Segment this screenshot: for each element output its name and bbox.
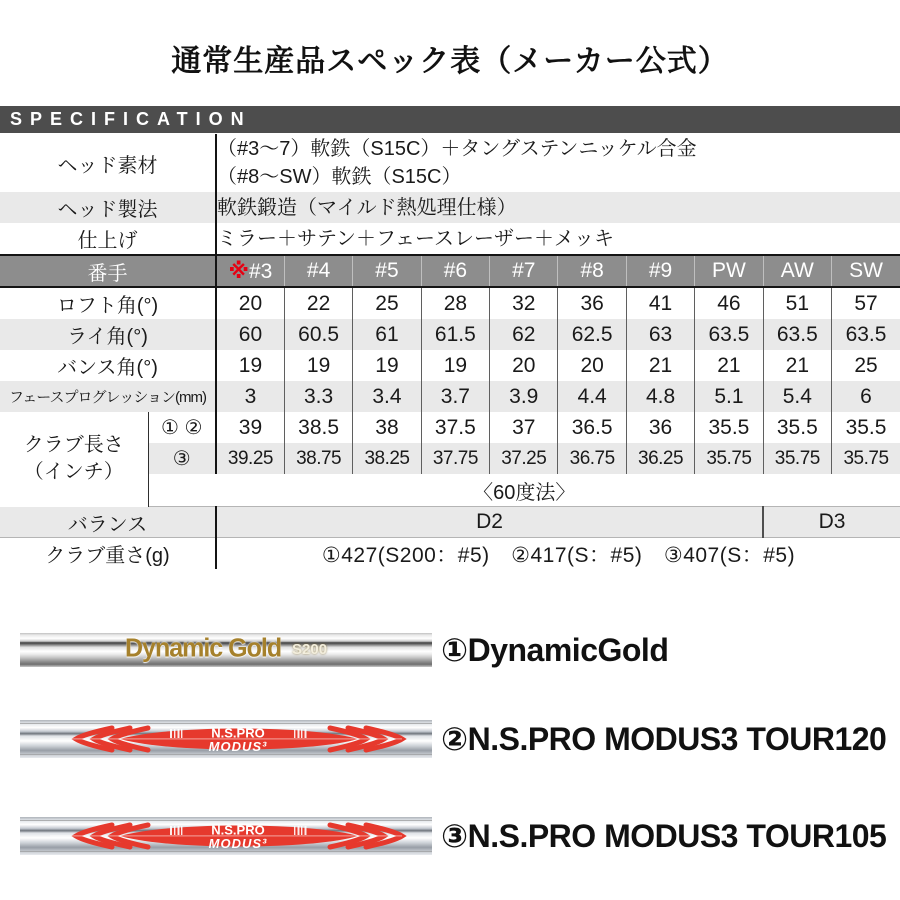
spec-row-value: （#3～7）軟鉄（S15C）＋タングステンニッケル合金 （#8～SW）軟鉄（S15C） xyxy=(217,138,697,188)
spec-cell: 60.5 xyxy=(284,319,352,350)
spec-cell: 21 xyxy=(695,350,763,381)
spec-cell: 20 xyxy=(558,350,626,381)
spec-row-label: バンス角(°) xyxy=(0,350,216,381)
club-number-cell: #6 xyxy=(421,255,489,287)
spec-row-label: フェースプログレッション(mm) xyxy=(0,381,216,412)
spec-cell: 63 xyxy=(626,319,694,350)
spec-row-label: 仕上げ xyxy=(0,223,216,255)
spec-row-value: 軟鉄鍛造（マイルド熱処理仕様） xyxy=(216,192,900,223)
club-number-cell: #4 xyxy=(284,255,352,287)
spec-cell: 35.75 xyxy=(695,443,763,474)
spec-cell: 3.9 xyxy=(490,381,558,412)
spec-cell: 62.5 xyxy=(558,319,626,350)
dynamic-gold-logo-text: Dynamic Gold xyxy=(125,633,282,663)
spec-table xyxy=(0,134,900,569)
spec-cell: 19 xyxy=(353,350,421,381)
spec-cell: 35.5 xyxy=(763,412,831,443)
spec-cell: 62 xyxy=(490,319,558,350)
spec-cell: 57 xyxy=(832,287,900,319)
club-number-cell: PW xyxy=(695,255,763,287)
spec-cell: 21 xyxy=(763,350,831,381)
spec-cell: 37.25 xyxy=(490,443,558,474)
spec-cell: 36.25 xyxy=(626,443,694,474)
spec-cell: 35.75 xyxy=(832,443,900,474)
spec-cell: 39 xyxy=(238,415,263,439)
spec-row-label: ライ角(°) xyxy=(0,319,216,350)
length-sub-label: ③ xyxy=(148,443,216,474)
spec-row-value: ミラー＋サテン＋フェースレーザー＋メッキ xyxy=(217,227,614,250)
spec-cell: 3.7 xyxy=(421,381,489,412)
modus-tour105-shaft-image xyxy=(20,817,432,855)
spec-cell: 32 xyxy=(490,287,558,319)
shaft-label-1: ①DynamicGold xyxy=(441,632,669,668)
spec-cell: 35.5 xyxy=(832,412,900,443)
shaft-row-modus-tour105 xyxy=(20,815,886,857)
spec-cell: 51 xyxy=(763,287,831,319)
spec-cell: 38.5 xyxy=(284,412,352,443)
spec-cell: 36.5 xyxy=(558,412,626,443)
club-number-cell: AW xyxy=(763,255,831,287)
club-number-cell: SW xyxy=(832,255,900,287)
balance-value: D3 xyxy=(763,507,900,538)
spec-cell: 35.5 xyxy=(695,412,763,443)
dynamic-gold-flex-text: S200 xyxy=(292,641,328,659)
spec-cell: 20 xyxy=(238,291,263,315)
modus-logo-nspro-text: N.S.PRO xyxy=(211,822,265,838)
shaft-label-3: ③N.S.PRO MODUS3 TOUR105 xyxy=(441,818,887,854)
length-sub-label: ① ② xyxy=(148,412,216,443)
spec-cell: 37.75 xyxy=(421,443,489,474)
spec-row-label: ヘッド素材 xyxy=(0,134,216,192)
spec-cell: 35.75 xyxy=(763,443,831,474)
spec-cell: 5.4 xyxy=(763,381,831,412)
modus-logo-nspro-text: N.S.PRO xyxy=(211,725,265,741)
club-number-cell: #7 xyxy=(490,255,558,287)
spec-cell: 61.5 xyxy=(421,319,489,350)
spec-row-label: ロフト角(°) xyxy=(0,287,216,319)
modus-logo-modus3-text: MODUS³ xyxy=(208,836,268,851)
spec-row-label: ヘッド製法 xyxy=(0,192,216,223)
modus-logo-modus3-text: MODUS³ xyxy=(208,739,268,754)
spec-cell: 61 xyxy=(353,319,421,350)
spec-cell: 41 xyxy=(626,287,694,319)
length-method-note: 〈60度法〉 xyxy=(148,474,900,507)
club-number-cell: ※#3 xyxy=(216,255,284,287)
spec-cell: 25 xyxy=(353,287,421,319)
modus-tour120-shaft-image xyxy=(20,720,432,758)
spec-cell: 19 xyxy=(284,350,352,381)
dynamic-gold-shaft-image xyxy=(20,633,432,667)
spec-cell: 28 xyxy=(421,287,489,319)
spec-cell: 36.75 xyxy=(558,443,626,474)
specification-section-bar: SPECIFICATION xyxy=(0,106,900,133)
spec-cell: 63.5 xyxy=(695,319,763,350)
spec-cell: 4.4 xyxy=(558,381,626,412)
club-number-cell: #5 xyxy=(353,255,421,287)
spec-cell: 21 xyxy=(626,350,694,381)
club-number-cell: #9 xyxy=(626,255,694,287)
club-number-cell: #8 xyxy=(558,255,626,287)
spec-cell: 19 xyxy=(238,353,263,377)
spec-cell: 36 xyxy=(626,412,694,443)
spec-cell: 46 xyxy=(695,287,763,319)
spec-table-body xyxy=(0,134,900,569)
spec-cell: 63.5 xyxy=(832,319,900,350)
spec-cell: 5.1 xyxy=(695,381,763,412)
spec-cell: 37.5 xyxy=(421,412,489,443)
asterisk-marker: ※ xyxy=(228,259,249,283)
spec-cell: 3 xyxy=(216,381,284,412)
spec-cell: 37 xyxy=(490,412,558,443)
spec-row-label: クラブ長さ （インチ） xyxy=(0,412,148,507)
spec-cell: 25 xyxy=(832,350,900,381)
spec-cell: 36 xyxy=(558,287,626,319)
spec-cell: 20 xyxy=(490,350,558,381)
spec-cell: 3.3 xyxy=(284,381,352,412)
balance-value: D2 xyxy=(216,507,763,538)
spec-cell: 38.25 xyxy=(353,443,421,474)
spec-cell: 38 xyxy=(353,412,421,443)
spec-row-label: バランス xyxy=(0,507,216,538)
page-title: 通常生産品スペック表（メーカー公式） xyxy=(171,45,729,78)
spec-cell: 22 xyxy=(284,287,352,319)
spec-row-label: クラブ重さ(g) xyxy=(0,538,216,570)
spec-cell: 6 xyxy=(832,381,900,412)
spec-cell: 19 xyxy=(421,350,489,381)
spec-cell: 4.8 xyxy=(626,381,694,412)
shaft-label-2: ②N.S.PRO MODUS3 TOUR120 xyxy=(441,721,887,757)
spec-cell: 3.4 xyxy=(353,381,421,412)
spec-cell: 39.25 xyxy=(216,443,284,474)
spec-cell: 60 xyxy=(216,319,284,350)
spec-cell: 38.75 xyxy=(284,443,352,474)
shaft-row-dynamic-gold xyxy=(20,630,668,670)
spec-cell: 63.5 xyxy=(763,319,831,350)
shaft-row-modus-tour120 xyxy=(20,718,886,760)
weight-value: ①427(S200：#5) ②417(S：#5) ③407(S：#5) xyxy=(321,543,796,567)
spec-row-label: 番手 xyxy=(0,255,216,287)
